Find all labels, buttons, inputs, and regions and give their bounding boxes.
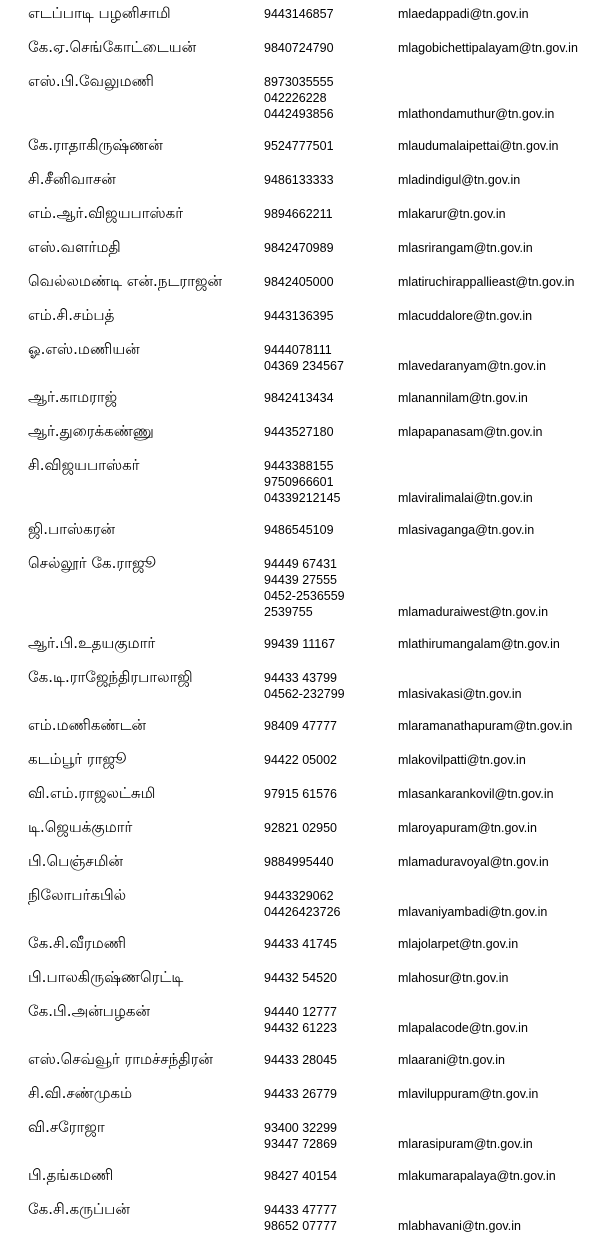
member-name: பி.பாலகிருஷ்ணரெட்டி (28, 968, 184, 986)
list-item (0, 1200, 600, 1248)
member-name: எடப்பாடி பழனிசாமி (28, 4, 171, 22)
member-name: எம்.மணிகண்டன் (28, 716, 147, 734)
phone-number: 98427 40154 (264, 1169, 337, 1183)
phone-number: 9486545109 (264, 523, 334, 537)
phone-number: 9486133333 (264, 173, 334, 187)
member-name: சி.வி.சண்முகம் (28, 1084, 133, 1102)
member-name: எஸ்.பி.வேலுமணி (28, 72, 154, 90)
member-name: வி.எம்.ராஜலட்சுமி (28, 784, 156, 802)
member-name: ஆர்.பி.உதயகுமார் (28, 634, 156, 652)
phone-numbers (264, 1120, 337, 1152)
email-address: mlakovilpatti@tn.gov.in (398, 753, 526, 767)
phone-numbers (264, 970, 337, 986)
list-item (0, 1084, 600, 1118)
email-address: mlaarani@tn.gov.in (398, 1053, 505, 1067)
phone-number: 97915 61576 (264, 787, 337, 801)
phone-number: 92821 02950 (264, 821, 337, 835)
phone-numbers (264, 206, 333, 222)
email-address: mlaviluppuram@tn.gov.in (398, 1087, 539, 1101)
member-name: எம்.சி.சம்பத் (28, 306, 115, 324)
list-item (0, 306, 600, 340)
phone-numbers (264, 6, 334, 22)
phone-number: 9443388155 (264, 459, 334, 473)
phone-number: 94440 12777 (264, 1005, 337, 1019)
email-address: mlasrirangam@tn.gov.in (398, 241, 533, 255)
phone-numbers (264, 670, 345, 702)
phone-number: 0442493856 (264, 107, 334, 121)
phone-numbers (264, 390, 334, 406)
phone-number: 94433 26779 (264, 1087, 337, 1101)
member-name: எஸ்.செவ்வூர் ராமச்சந்திரன் (28, 1050, 213, 1068)
phone-numbers (264, 308, 334, 324)
list-item (0, 716, 600, 750)
phone-numbers (264, 74, 334, 122)
list-item (0, 1002, 600, 1050)
phone-numbers (264, 936, 337, 952)
phone-numbers (264, 888, 340, 920)
list-item (0, 4, 600, 38)
member-name: டி.ஜெயக்குமார் (28, 818, 133, 836)
phone-number: 9524777501 (264, 139, 334, 153)
phone-number: 93447 72869 (264, 1137, 337, 1151)
email-address: mladindigul@tn.gov.in (398, 173, 521, 187)
email-address: mlacuddalore@tn.gov.in (398, 309, 533, 323)
member-name: ஜி.பாஸ்கரன் (28, 520, 116, 538)
phone-numbers (264, 1202, 337, 1234)
list-item (0, 170, 600, 204)
list-item (0, 340, 600, 388)
email-address: mlarasipuram@tn.gov.in (398, 1137, 533, 1151)
phone-number: 9842413434 (264, 391, 334, 405)
email-address: mlabhavani@tn.gov.in (398, 1219, 521, 1233)
phone-numbers (264, 820, 337, 836)
phone-number: 9750966601 (264, 475, 334, 489)
phone-number: 04426423726 (264, 905, 341, 919)
phone-number: 9842405000 (264, 275, 334, 289)
phone-number: 93400 32299 (264, 1121, 337, 1135)
phone-number: 0452-2536559 (264, 589, 345, 603)
phone-number: 9894662211 (264, 207, 333, 221)
member-name: எஸ்.வளர்மதி (28, 238, 121, 256)
phone-number: 9443527180 (264, 425, 334, 439)
email-address: mlaviralimalai@tn.gov.in (398, 491, 533, 505)
email-address: mlatiruchirappallieast@tn.gov.in (398, 275, 575, 289)
member-name: வெல்லமண்டி என்.நடராஜன் (28, 272, 223, 290)
email-address: mlajolarpet@tn.gov.in (398, 937, 519, 951)
list-item (0, 72, 600, 136)
email-address: mlamaduravoyal@tn.gov.in (398, 855, 549, 869)
phone-number: 94432 54520 (264, 971, 337, 985)
list-item (0, 272, 600, 306)
phone-number: 9443329062 (264, 889, 334, 903)
member-name: கே.பி.அன்பழகன் (28, 1002, 151, 1020)
phone-numbers (264, 1052, 337, 1068)
list-item (0, 968, 600, 1002)
phone-number: 9840724790 (264, 41, 334, 55)
phone-number: 9884995440 (264, 855, 334, 869)
email-address: mlakarur@tn.gov.in (398, 207, 506, 221)
phone-number: 94439 27555 (264, 573, 337, 587)
email-address: mlaramanathapuram@tn.gov.in (398, 719, 573, 733)
member-name: சி.சீனிவாசன் (28, 170, 116, 188)
member-name: நிலோபர்கபில் (28, 886, 127, 904)
member-name: சி.விஜயபாஸ்கர் (28, 456, 140, 474)
phone-number: 94433 28045 (264, 1053, 337, 1067)
list-item (0, 388, 600, 422)
email-address: mlaroyapuram@tn.gov.in (398, 821, 537, 835)
list-item (0, 818, 600, 852)
phone-numbers (264, 458, 340, 506)
phone-number: 042226228 (264, 91, 327, 105)
member-name: கே.டி.ராஜேந்திரபாலாஜி (28, 668, 193, 686)
list-item (0, 554, 600, 634)
list-item (0, 1118, 600, 1166)
list-item (0, 238, 600, 272)
phone-numbers (264, 522, 334, 538)
list-item (0, 1166, 600, 1200)
list-item (0, 852, 600, 886)
phone-numbers (264, 636, 335, 652)
list-item (0, 934, 600, 968)
member-name: ஆர்.காமராஜ் (28, 388, 118, 406)
phone-number: 94433 47777 (264, 1203, 337, 1217)
email-address: mlathirumangalam@tn.gov.in (398, 637, 560, 651)
list-item (0, 422, 600, 456)
phone-number: 2539755 (264, 605, 313, 619)
email-address: mlasivaganga@tn.gov.in (398, 523, 535, 537)
phone-numbers (264, 1004, 337, 1036)
phone-numbers (264, 138, 334, 154)
phone-numbers (264, 854, 334, 870)
list-item (0, 456, 600, 520)
list-item (0, 136, 600, 170)
member-name: கே.ராதாகிருஷ்ணன் (28, 136, 163, 154)
email-address: mlasivakasi@tn.gov.in (398, 687, 522, 701)
phone-numbers (264, 240, 334, 256)
phone-number: 94433 43799 (264, 671, 337, 685)
member-name: ஓ.எஸ்.மணியன் (28, 340, 140, 358)
member-name: கே.சி.வீரமணி (28, 934, 127, 952)
phone-number: 98652 07777 (264, 1219, 337, 1233)
phone-numbers (264, 424, 334, 440)
member-name: வி.சரோஜா (28, 1118, 105, 1136)
member-name: ஆர்.துரைக்கண்ணு (28, 422, 154, 440)
list-item (0, 784, 600, 818)
phone-numbers (264, 172, 334, 188)
list-item (0, 520, 600, 554)
list-item (0, 886, 600, 934)
email-address: mlasankarankovil@tn.gov.in (398, 787, 554, 801)
member-name: செல்லூர் கே.ராஜூ (28, 554, 156, 572)
email-address: mlahosur@tn.gov.in (398, 971, 509, 985)
phone-numbers (264, 1168, 337, 1184)
phone-number: 9443146857 (264, 7, 334, 21)
list-item (0, 634, 600, 668)
list-item (0, 668, 600, 716)
phone-number: 9444078111 (264, 343, 332, 357)
phone-number: 9842470989 (264, 241, 334, 255)
list-item (0, 38, 600, 72)
email-address: mlathondamuthur@tn.gov.in (398, 107, 555, 121)
member-name: கே.சி.கருப்பன் (28, 1200, 130, 1218)
member-name: எம்.ஆர்.விஜயபாஸ்கர் (28, 204, 184, 222)
list-item (0, 204, 600, 238)
phone-number: 99439 11167 (264, 637, 336, 651)
list-item (0, 750, 600, 784)
phone-number: 94433 41745 (264, 937, 337, 951)
email-address: mlaudumalaipettai@tn.gov.in (398, 139, 559, 153)
member-name: கே.ஏ.செங்கோட்டையன் (28, 38, 197, 56)
phone-numbers (264, 556, 345, 620)
email-address: mlaedappadi@tn.gov.in (398, 7, 529, 21)
phone-numbers (264, 342, 344, 374)
email-address: mlavedaranyam@tn.gov.in (398, 359, 546, 373)
member-name: பி.தங்கமணி (28, 1166, 114, 1184)
email-address: mlagobichettipalayam@tn.gov.in (398, 41, 578, 55)
phone-number: 04339212145 (264, 491, 341, 505)
member-name: கடம்பூர் ராஜூ (28, 750, 127, 768)
phone-numbers (264, 718, 337, 734)
phone-number: 04562-232799 (264, 687, 345, 701)
phone-number: 8973035555 (264, 75, 334, 89)
phone-numbers (264, 786, 337, 802)
email-address: mlapalacode@tn.gov.in (398, 1021, 528, 1035)
email-address: mlakumarapalaya@tn.gov.in (398, 1169, 556, 1183)
list-item (0, 1050, 600, 1084)
phone-numbers (264, 1086, 337, 1102)
phone-number: 94449 67431 (264, 557, 337, 571)
email-address: mlamaduraiwest@tn.gov.in (398, 605, 549, 619)
phone-numbers (264, 752, 337, 768)
phone-numbers (264, 40, 334, 56)
phone-numbers (264, 274, 334, 290)
phone-number: 94422 05002 (264, 753, 337, 767)
member-name: பி.பெஞ்சமின் (28, 852, 124, 870)
phone-number: 94432 61223 (264, 1021, 337, 1035)
phone-number: 04369 234567 (264, 359, 344, 373)
phone-number: 9443136395 (264, 309, 334, 323)
email-address: mlavaniyambadi@tn.gov.in (398, 905, 548, 919)
email-address: mlapapanasam@tn.gov.in (398, 425, 543, 439)
email-address: mlanannilam@tn.gov.in (398, 391, 528, 405)
phone-number: 98409 47777 (264, 719, 337, 733)
